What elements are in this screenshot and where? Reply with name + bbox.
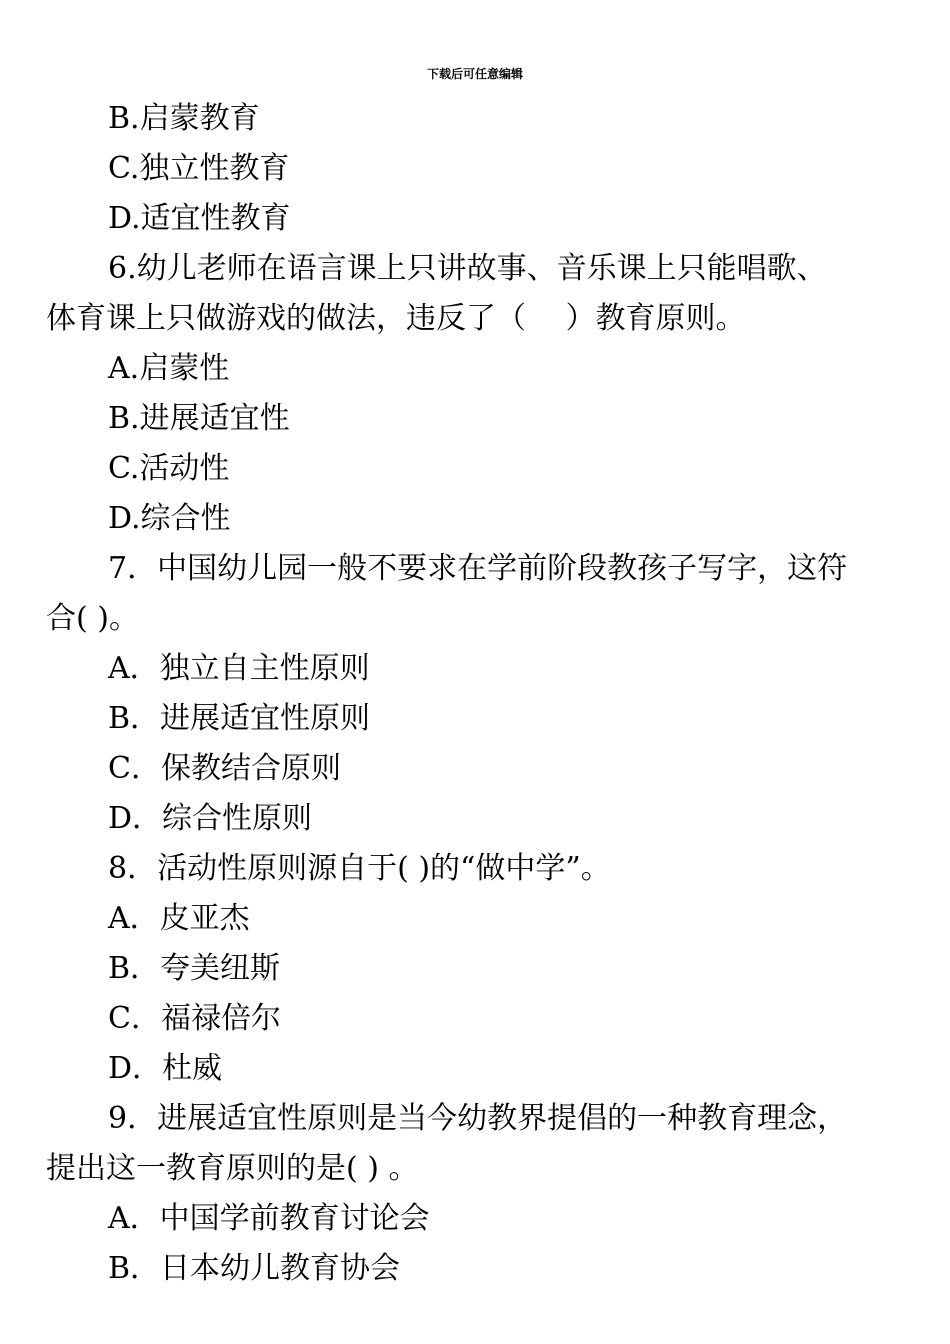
- question-7: 7．中国幼儿园一般不要求在学前阶段教孩子写字，这符: [108, 551, 848, 586]
- option-8-d: D．杜威: [108, 1051, 223, 1086]
- question-8: 8．活动性原则源自于( )的“做中学”。: [108, 851, 611, 886]
- option-8-b: B．夸美纽斯: [108, 951, 281, 986]
- option-5-d: D.适宜性教育: [108, 201, 291, 236]
- option-7-b: B．进展适宜性原则: [108, 701, 371, 736]
- option-6-c: C.活动性: [108, 451, 230, 486]
- option-6-a: A.启蒙性: [108, 351, 230, 386]
- option-7-d: D．综合性原则: [108, 801, 313, 836]
- option-7-a: A．独立自主性原则: [108, 651, 370, 686]
- option-9-a: A．中国学前教育讨论会: [108, 1201, 430, 1236]
- option-6-d: D.综合性: [108, 501, 231, 536]
- document-body: [46, 94, 904, 1294]
- option-7-c: C．保教结合原则: [108, 751, 341, 786]
- question-9: 9．进展适宜性原则是当今幼教界提倡的一种教育理念，: [108, 1101, 848, 1136]
- question-6: 6.幼儿老师在语言课上只讲故事、音乐课上只能唱歌、: [108, 251, 827, 286]
- question-9-continued: 提出这一教育原则的是( ) 。: [46, 1151, 419, 1186]
- option-8-a: A．皮亚杰: [108, 901, 250, 936]
- option-5-c: C.独立性教育: [108, 151, 290, 186]
- question-7-continued: 合( )。: [46, 601, 139, 636]
- page-header: 下载后可任意编辑: [426, 67, 523, 81]
- option-6-b: B.进展适宜性: [108, 401, 290, 436]
- option-5-b: B.启蒙教育: [108, 101, 260, 136]
- question-6-continued: 体育课上只做游戏的做法，违反了（ ）教育原则。: [46, 301, 746, 336]
- option-9-b: B．日本幼儿教育协会: [108, 1251, 401, 1286]
- option-8-c: C．福禄倍尔: [108, 1001, 281, 1036]
